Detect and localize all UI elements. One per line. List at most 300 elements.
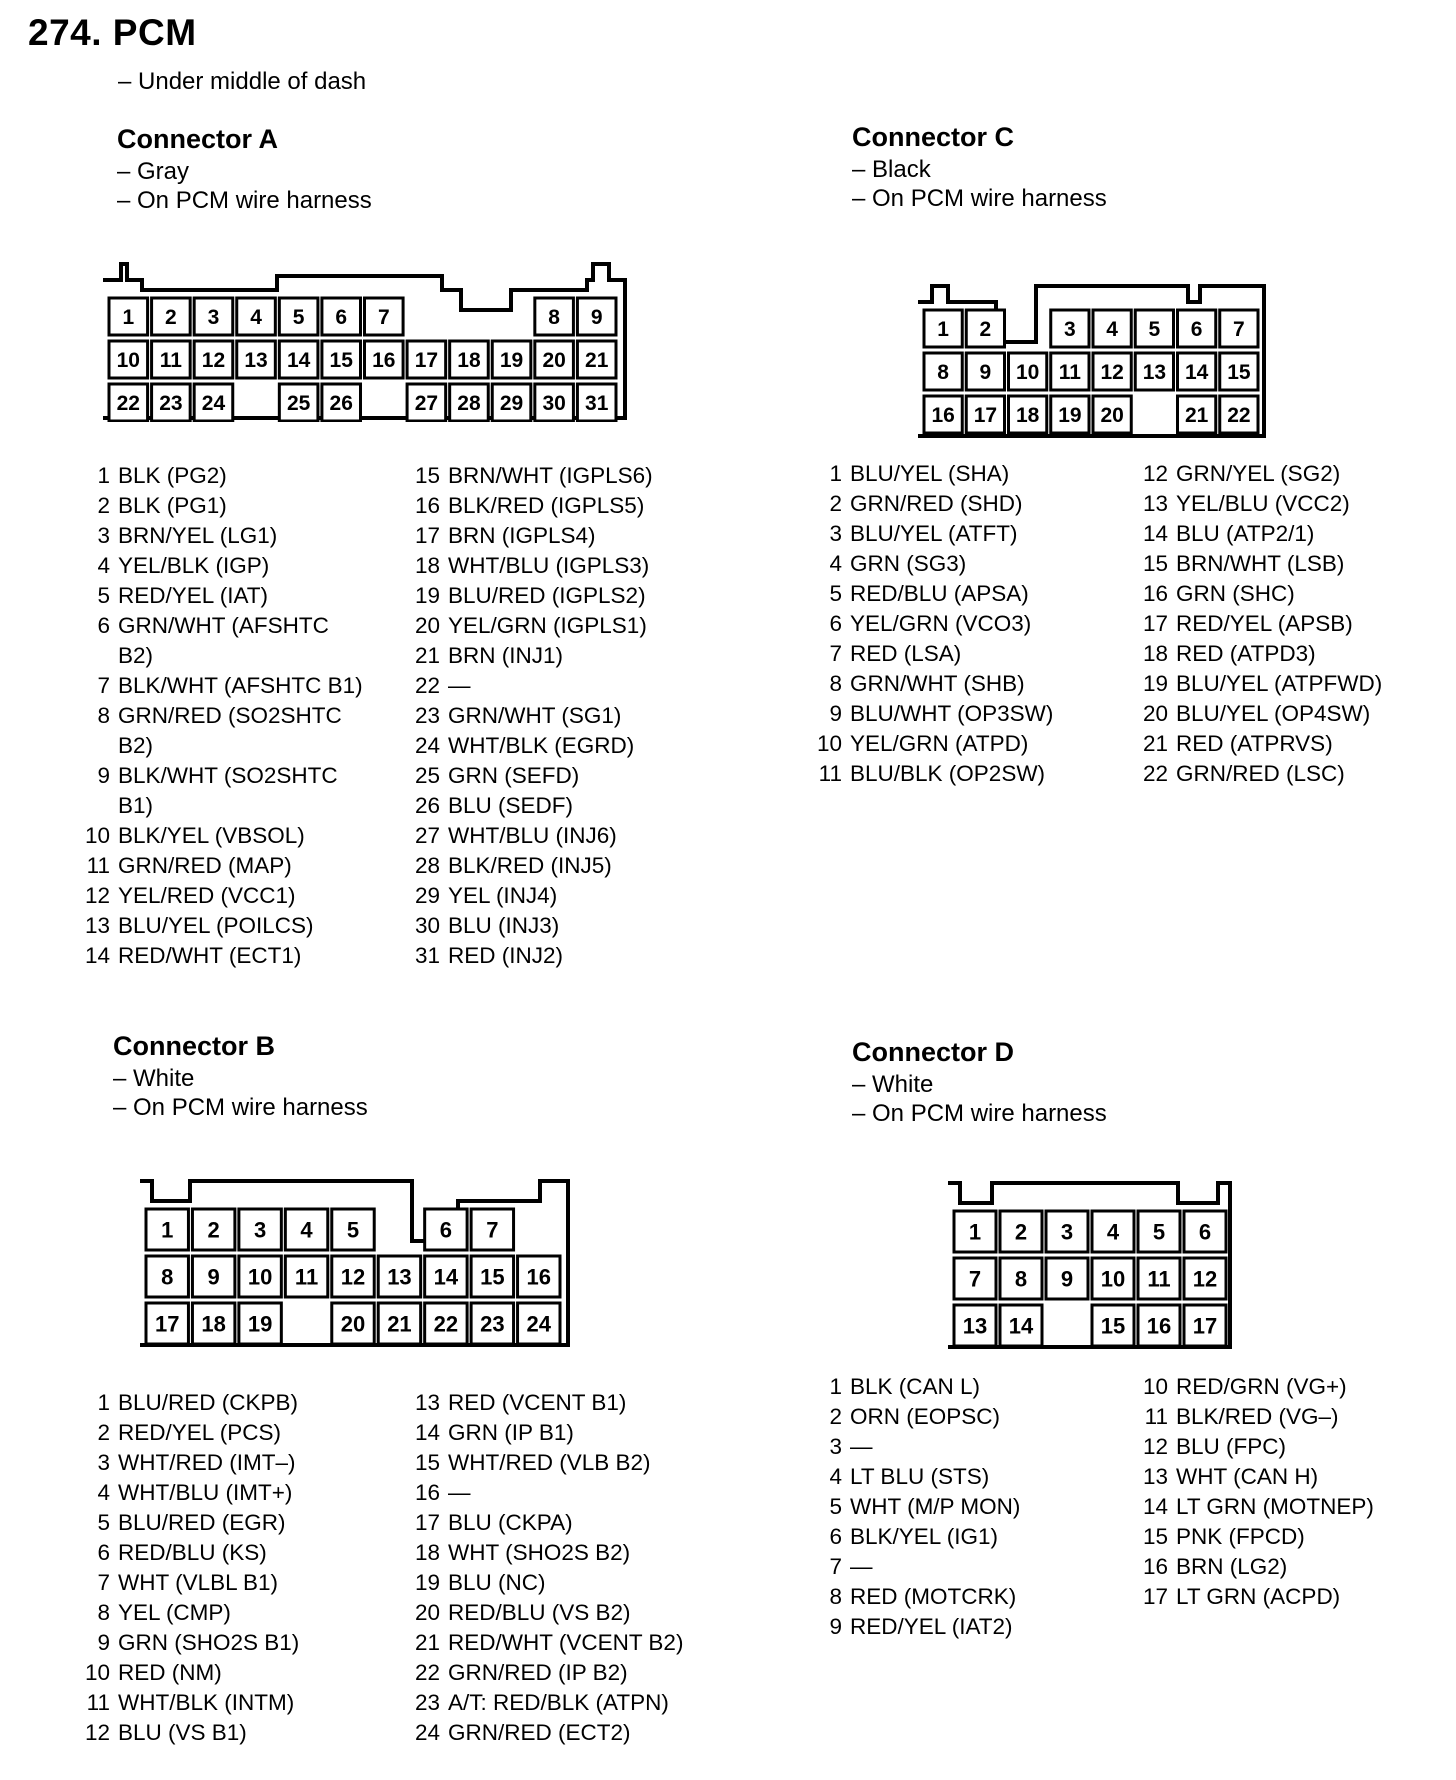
pin-wire: YEL/GRN (ATPD): [850, 731, 1029, 756]
pin-cell-number: 8: [161, 1264, 174, 1290]
pin-entry: [1136, 1492, 1436, 1522]
pin-wire: WHT/BLU (IMT+): [118, 1480, 293, 1505]
pin-wire: RED/BLU (APSA): [850, 581, 1029, 606]
pin-wire: GRN (SEFD): [448, 763, 580, 788]
pin-cell-number: 20: [1100, 404, 1124, 428]
pin-wire: BLU (SEDF): [448, 793, 574, 818]
pin-wire: GRN (IP B1): [448, 1420, 574, 1445]
pin-number: 4: [829, 551, 842, 576]
pin-cell-number: 5: [292, 306, 305, 330]
pin-number: 16: [414, 1480, 440, 1505]
pin-number: 23: [414, 703, 440, 728]
pin-cell-number: 12: [340, 1264, 366, 1290]
pin-cell-number: 8: [937, 361, 949, 385]
pin-number: 23: [414, 1690, 440, 1715]
pin-cell-number: 13: [244, 349, 268, 373]
pin-number: 15: [1142, 1524, 1168, 1549]
pin-number: 8: [829, 671, 842, 696]
pin-number: 12: [1142, 1434, 1168, 1459]
pin-wire: RED/YEL (IAT): [118, 583, 269, 608]
pin-wire: GRN/RED (ECT2): [448, 1720, 631, 1745]
pin-number: 3: [97, 523, 110, 548]
pin-cell-number: 26: [329, 392, 353, 416]
pin-wire: GRN (SHC): [1176, 581, 1295, 606]
pin-number: 22: [414, 1660, 440, 1685]
pin-number: 11: [1144, 1404, 1168, 1429]
pin-entry: [1136, 489, 1436, 519]
pin-wire: BLK/YEL (IG1): [850, 1524, 998, 1549]
pin-cell-number: 6: [1190, 318, 1203, 342]
pin-wire: B2): [118, 733, 154, 758]
pin-cell-number: 21: [585, 349, 609, 373]
connector-d-section: [852, 1037, 1107, 1128]
pin-wire: GRN/WHT (AFSHTC: [118, 613, 329, 638]
pin-cell-number: 11: [1058, 361, 1081, 385]
pin-wire: GRN/RED (SO2SHTC: [118, 703, 342, 728]
connector-c-heading: Connector C: [852, 122, 1014, 152]
pin-wire: BLU (ATP2/1): [1176, 521, 1315, 546]
pin-entry: [408, 1718, 708, 1748]
pin-entry: [80, 1658, 380, 1688]
pin-wire: A/T: RED/BLK (ATPN): [448, 1690, 669, 1715]
pin-wire: BRN/YEL (LG1): [118, 523, 278, 548]
pin-number: 1: [97, 1390, 110, 1415]
pin-wire: BLU/YEL (SHA): [850, 461, 1010, 486]
pin-cell-number: 14: [286, 349, 311, 373]
pin-wire: GRN/RED (LSC): [1176, 761, 1345, 786]
pin-cell-number: 22: [433, 1311, 459, 1337]
pin-entry: [408, 1688, 708, 1718]
pin-wire: BRN (IGPLS4): [448, 523, 596, 548]
pin-number: 17: [1142, 1584, 1168, 1609]
pin-number: 4: [829, 1464, 842, 1489]
pin-number: 18: [414, 553, 440, 578]
connector-b-pins-left: [80, 1388, 380, 1748]
pin-wire: BLU (VS B1): [118, 1720, 247, 1745]
pin-cell-number: 2: [979, 318, 992, 342]
pin-wire: BLK/YEL (VBSOL): [118, 823, 305, 848]
pin-cell-number: 1: [122, 306, 135, 330]
pin-number: 7: [97, 1570, 110, 1595]
pin-number: 1: [829, 461, 842, 486]
pin-wire: RED/YEL (APSB): [1176, 611, 1353, 636]
pin-number: 6: [829, 1524, 842, 1549]
pin-wire: BLU/RED (CKPB): [118, 1390, 299, 1415]
pin-wire: WHT/RED (IMT–): [118, 1450, 296, 1475]
pin-wire: GRN/RED (MAP): [118, 853, 292, 878]
pin-entry: [408, 851, 698, 881]
pin-cell-number: 11: [294, 1264, 319, 1290]
pin-cell-number: 9: [979, 361, 992, 385]
pin-wire: WHT (M/P MON): [850, 1494, 1021, 1519]
pin-wire: LT GRN (MOTNEP): [1176, 1494, 1374, 1519]
pin-number: 7: [829, 1554, 842, 1579]
pin-entry: [408, 761, 698, 791]
pin-cell-number: 16: [372, 349, 396, 373]
pin-cell-number: 13: [1142, 361, 1167, 385]
pin-number: 5: [829, 1494, 842, 1519]
pin-cell-number: 2: [207, 1217, 220, 1243]
pin-cell-number: 7: [968, 1266, 982, 1292]
pin-cell-number: 5: [346, 1217, 360, 1243]
pin-wire: YEL/BLK (IGP): [118, 553, 270, 578]
pin-number: 9: [829, 701, 842, 726]
pin-cell-number: 10: [247, 1264, 273, 1290]
page-location: – Under middle of dash: [118, 68, 367, 95]
pin-wire: RED/BLU (VS B2): [448, 1600, 631, 1625]
pin-number: 8: [829, 1584, 842, 1609]
pin-wire: RED/YEL (PCS): [118, 1420, 281, 1445]
pin-entry: [408, 791, 698, 821]
pin-cell-number: 7: [486, 1217, 499, 1243]
pin-wire: RED/GRN (VG+): [1176, 1374, 1347, 1399]
pin-number: 1: [97, 463, 110, 488]
pin-entry: [408, 731, 698, 761]
pin-cell-number: 15: [480, 1264, 505, 1290]
pin-entry: [408, 641, 698, 671]
pin-entry: [80, 911, 380, 941]
pin-wire: BLK/WHT (SO2SHTC: [118, 763, 338, 788]
pin-number: 12: [84, 883, 110, 908]
pin-wire: BRN/WHT (IGPLS6): [448, 463, 653, 488]
pin-entry: [408, 1418, 708, 1448]
pin-wire: PNK (FPCD): [1176, 1524, 1305, 1549]
pin-entry: [1136, 1432, 1436, 1462]
pin-wire: BLK (PG1): [118, 493, 227, 518]
pin-number: 16: [1142, 1554, 1168, 1579]
pin-wire: RED (VCENT B1): [448, 1390, 627, 1415]
pin-entry: [80, 1628, 380, 1658]
pin-wire: BLK/RED (VG–): [1176, 1404, 1339, 1429]
pin-number: 29: [414, 883, 440, 908]
pin-cell-number: 18: [1015, 404, 1040, 428]
pin-number: 5: [97, 583, 110, 608]
connector-c-pins-right: [1136, 459, 1436, 789]
pin-cell-number: 1: [968, 1219, 982, 1245]
pin-entry: [810, 1402, 1110, 1432]
pin-cell-number: 1: [937, 318, 949, 342]
pin-wire: BLK/RED (IGPLS5): [448, 493, 645, 518]
pin-cell-number: 4: [250, 306, 262, 330]
pin-number: 20: [1142, 701, 1168, 726]
pin-entry: [80, 521, 380, 551]
pin-cell-number: 11: [159, 349, 182, 373]
pin-number: 10: [84, 823, 110, 848]
pin-wire: RED (LSA): [850, 641, 962, 666]
pin-wire: YEL (CMP): [118, 1600, 231, 1625]
pin-cell-number: 6: [335, 306, 348, 330]
pin-wire: BLU (FPC): [1176, 1434, 1287, 1459]
pin-cell-number: 20: [340, 1311, 366, 1337]
connector-c-pins-left: [810, 459, 1110, 789]
pin-number: 19: [414, 583, 440, 608]
pin-number: 21: [1142, 731, 1168, 756]
pin-wire: BLK (PG2): [118, 463, 227, 488]
pin-number: 26: [414, 793, 440, 818]
pin-wire: —: [850, 1554, 873, 1579]
page-title: 274. PCM: [28, 12, 197, 53]
pin-number: 19: [1142, 671, 1168, 696]
pin-wire: BRN/WHT (LSB): [1176, 551, 1345, 576]
pin-entry: [80, 491, 380, 521]
pin-cell-number: 12: [201, 349, 226, 373]
connector-d-diagram: [940, 1175, 1240, 1355]
pin-wire: GRN/YEL (SG2): [1176, 461, 1341, 486]
pin-number: [80, 731, 118, 761]
pin-cell-number: 8: [548, 306, 560, 330]
pin-number: 25: [414, 763, 440, 788]
pin-entry: [810, 579, 1110, 609]
pin-entry: [1136, 1522, 1436, 1552]
connector-a-color: – Gray: [117, 158, 190, 185]
pin-entry: [1136, 639, 1436, 669]
pin-cell-number: 25: [286, 392, 311, 416]
pin-cell-number: 21: [387, 1311, 412, 1337]
pin-entry: [80, 1448, 380, 1478]
pin-number: 18: [414, 1540, 440, 1565]
pin-wire: BLU/RED (IGPLS2): [448, 583, 646, 608]
pin-wire: B1): [118, 793, 154, 818]
pin-number: 3: [97, 1450, 110, 1475]
pin-wire: BLU/YEL (POILCS): [118, 913, 314, 938]
pin-number: [80, 791, 118, 821]
pin-wire: RED (INJ2): [448, 943, 564, 968]
pin-cell-number: 22: [116, 392, 140, 416]
pin-cell-number: 20: [542, 349, 566, 373]
pin-number: 9: [829, 1614, 842, 1639]
pin-entry: [1136, 519, 1436, 549]
pin-wire: B2): [118, 643, 154, 668]
pin-entry: [408, 1568, 708, 1598]
pin-cell-number: 16: [526, 1264, 552, 1290]
pin-entry: [80, 671, 380, 701]
pin-wire: YEL/RED (VCC1): [118, 883, 296, 908]
pin-number: 30: [414, 913, 440, 938]
pin-wire: —: [850, 1434, 873, 1459]
pin-number: 28: [414, 853, 440, 878]
connector-b-location: – On PCM wire harness: [113, 1094, 368, 1121]
pin-cell-number: 21: [1184, 404, 1209, 428]
pin-cell-number: 3: [207, 306, 220, 330]
pin-entry: [80, 1478, 380, 1508]
pin-entry: [80, 461, 380, 491]
pin-entry: [810, 1372, 1110, 1402]
pin-wire: WHT/BLU (IGPLS3): [448, 553, 650, 578]
pin-cell-number: 10: [1100, 1266, 1126, 1292]
pin-wire: RED (NM): [118, 1660, 222, 1685]
pin-entry: [408, 881, 698, 911]
pin-wire: —: [448, 673, 471, 698]
pin-wire: RED (ATPD3): [1176, 641, 1316, 666]
pin-cell-number: 17: [414, 349, 439, 373]
pin-entry: [1136, 669, 1436, 699]
pin-number: 13: [1142, 491, 1168, 516]
pin-wire: BLU/RED (EGR): [118, 1510, 286, 1535]
pin-wire: YEL/BLU (VCC2): [1176, 491, 1350, 516]
pin-cell-number: 12: [1192, 1266, 1218, 1292]
pin-entry: [80, 731, 380, 761]
connector-d-pins-right: [1136, 1372, 1436, 1612]
pin-cell-number: 13: [962, 1313, 988, 1339]
pin-cell-number: 4: [1106, 318, 1118, 342]
pin-entry: [408, 701, 698, 731]
pin-number: 14: [1142, 1494, 1168, 1519]
pin-cell-number: 6: [1198, 1219, 1212, 1245]
pin-cell-number: 22: [1227, 404, 1251, 428]
pin-entry: [80, 821, 380, 851]
pin-entry: [810, 1522, 1110, 1552]
pin-entry: [408, 911, 698, 941]
pin-number: 8: [97, 703, 110, 728]
pin-entry: [1136, 1552, 1436, 1582]
pin-entry: [408, 1508, 708, 1538]
connector-a-pins-left: [80, 461, 380, 971]
connector-c-section: [852, 122, 1107, 213]
pin-cell-number: 17: [154, 1311, 180, 1337]
pin-cell-number: 14: [1008, 1313, 1034, 1339]
pin-number: 9: [97, 1630, 110, 1655]
pin-number: 1: [829, 1374, 842, 1399]
pin-entry: [80, 701, 380, 731]
pin-cell-number: 18: [201, 1311, 226, 1337]
pin-entry: [1136, 549, 1436, 579]
pin-entry: [80, 641, 380, 671]
pin-wire: GRN (SHO2S B1): [118, 1630, 300, 1655]
pin-cell-number: 8: [1014, 1266, 1028, 1292]
pin-number: 12: [84, 1720, 110, 1745]
connector-a-heading: Connector A: [117, 124, 278, 154]
connector-b-heading: Connector B: [113, 1031, 275, 1061]
pin-wire: BLU/YEL (ATPFWD): [1176, 671, 1383, 696]
pin-number: 10: [816, 731, 842, 756]
pin-wire: BLU/WHT (OP3SW): [850, 701, 1054, 726]
pin-entry: [80, 791, 380, 821]
pin-number: 14: [84, 943, 110, 968]
pin-cell-number: 5: [1148, 318, 1161, 342]
pin-number: 22: [1142, 761, 1168, 786]
pin-cell-number: 15: [1100, 1313, 1126, 1339]
pin-number: 15: [1142, 551, 1168, 576]
pin-number: 5: [829, 581, 842, 606]
pin-wire: GRN/WHT (SG1): [448, 703, 622, 728]
connector-a-diagram: [95, 262, 630, 422]
pin-entry: [810, 699, 1110, 729]
pin-entry: [408, 1448, 708, 1478]
pin-wire: WHT/BLK (EGRD): [448, 733, 635, 758]
pin-entry: [810, 489, 1110, 519]
pin-entry: [810, 459, 1110, 489]
pin-cell-number: 24: [201, 392, 226, 416]
pin-number: 19: [414, 1570, 440, 1595]
pin-entry: [1136, 579, 1436, 609]
pin-entry: [810, 1432, 1110, 1462]
pin-number: 20: [414, 1600, 440, 1625]
pin-number: 10: [1142, 1374, 1168, 1399]
pin-wire: BLU (INJ3): [448, 913, 560, 938]
pin-cell-number: 6: [439, 1217, 453, 1243]
pin-cell-number: 4: [1106, 1219, 1120, 1245]
pin-wire: BLK/RED (INJ5): [448, 853, 612, 878]
pin-number: 13: [414, 1390, 440, 1415]
connector-b-section: [113, 1031, 368, 1122]
pin-wire: GRN/WHT (SHB): [850, 671, 1025, 696]
pin-number: 11: [86, 1690, 110, 1715]
pin-cell-number: 2: [165, 306, 177, 330]
pin-entry: [408, 521, 698, 551]
pin-entry: [1136, 729, 1436, 759]
connector-c-location: – On PCM wire harness: [852, 185, 1107, 212]
pin-cell-number: 19: [499, 349, 524, 373]
pin-entry: [408, 671, 698, 701]
pin-cell-number: 17: [973, 404, 998, 428]
pin-wire: BLK (CAN L): [850, 1374, 981, 1399]
pin-wire: BRN (LG2): [1176, 1554, 1288, 1579]
pin-cell-number: 24: [526, 1311, 552, 1337]
pin-wire: RED (ATPRVS): [1176, 731, 1333, 756]
pin-number: 16: [1142, 581, 1168, 606]
pin-wire: BLU (NC): [448, 1570, 546, 1595]
pin-number: 4: [97, 553, 110, 578]
pin-cell-number: 23: [480, 1311, 505, 1337]
pin-wire: BLU/BLK (OP2SW): [850, 761, 1046, 786]
pin-entry: [408, 821, 698, 851]
connector-a-section: [117, 124, 372, 215]
connector-a-location: – On PCM wire harness: [117, 187, 372, 214]
pin-entry: [80, 761, 380, 791]
pin-number: 14: [414, 1420, 440, 1445]
pin-number: 24: [414, 733, 440, 758]
pin-cell-number: 1: [161, 1217, 174, 1243]
pin-entry: [80, 1418, 380, 1448]
pin-number: 10: [84, 1660, 110, 1685]
pin-number: 2: [829, 1404, 842, 1429]
pin-number: 17: [414, 523, 440, 548]
pin-wire: LT GRN (ACPD): [1176, 1584, 1341, 1609]
pin-entry: [80, 551, 380, 581]
pin-number: 16: [414, 493, 440, 518]
pin-entry: [408, 1388, 708, 1418]
pin-entry: [1136, 1402, 1436, 1432]
pin-entry: [1136, 699, 1436, 729]
pin-entry: [408, 551, 698, 581]
pin-number: 11: [818, 761, 842, 786]
pin-cell-number: 4: [300, 1217, 313, 1243]
pin-entry: [1136, 1582, 1436, 1612]
pin-entry: [1136, 759, 1436, 789]
connector-b-color: – White: [113, 1065, 195, 1092]
pin-entry: [810, 519, 1110, 549]
pin-wire: BLU/YEL (ATFT): [850, 521, 1018, 546]
pin-wire: BLU/YEL (OP4SW): [1176, 701, 1371, 726]
pin-entry: [80, 1568, 380, 1598]
pin-number: 17: [414, 1510, 440, 1535]
pin-number: 22: [414, 673, 440, 698]
pin-entry: [810, 1612, 1110, 1642]
pin-entry: [1136, 1462, 1436, 1492]
pin-wire: GRN/RED (SHD): [850, 491, 1023, 516]
pin-entry: [408, 581, 698, 611]
pin-number: 15: [414, 1450, 440, 1475]
pin-number: 14: [1142, 521, 1168, 546]
connector-d-location: – On PCM wire harness: [852, 1100, 1107, 1127]
pin-wire: BRN (INJ1): [448, 643, 564, 668]
pin-number: 3: [829, 521, 842, 546]
pin-entry: [408, 1628, 708, 1658]
pin-cell-number: 3: [253, 1217, 267, 1243]
pin-number: 8: [97, 1600, 110, 1625]
pin-number: 15: [414, 463, 440, 488]
pin-entry: [80, 1688, 380, 1718]
